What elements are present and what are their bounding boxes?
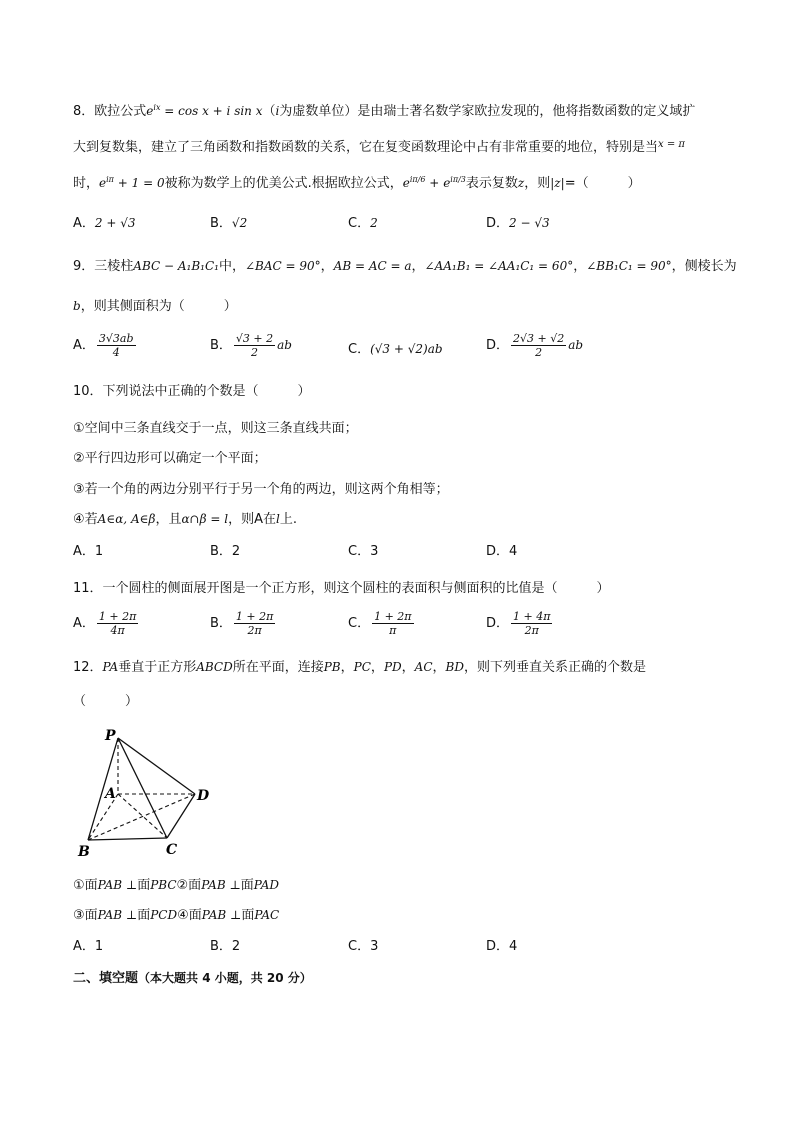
q12-option-b[interactable] bbox=[210, 935, 240, 954]
q8-z: z bbox=[517, 176, 525, 190]
q12-r1-text-2: 面 bbox=[137, 878, 151, 893]
label-a: A bbox=[105, 786, 116, 802]
q9-option-a-fraction bbox=[97, 332, 136, 359]
q12-r4-text: ④面 bbox=[177, 908, 202, 923]
q11-option-a[interactable] bbox=[73, 610, 140, 637]
q12-r3-math: PAB ⊥ bbox=[97, 908, 138, 922]
option-label: D． bbox=[486, 216, 510, 231]
label-c: C bbox=[166, 842, 178, 858]
q10-s4-math-1: A∈α, A∈β bbox=[97, 512, 156, 526]
option-value: (√3 + √2)ab bbox=[370, 342, 443, 356]
q8-x-eq-pi: x = π bbox=[658, 139, 685, 150]
q9-line2 bbox=[73, 295, 237, 314]
q8-answer-paren: =（ ） bbox=[564, 176, 641, 191]
q12-r2-text: ②面 bbox=[176, 878, 202, 893]
q11-option-a-fraction bbox=[97, 610, 138, 637]
q9-option-b[interactable] bbox=[210, 332, 292, 359]
q11-option-c-fraction bbox=[372, 610, 413, 637]
option-value: 2 + √3 bbox=[94, 216, 136, 230]
q11-option-c[interactable] bbox=[348, 610, 416, 637]
q9-prism: ABC − A₁B₁C₁ bbox=[133, 259, 219, 273]
q12-stem-text-2: 所在平面，连接 bbox=[232, 660, 324, 675]
fraction-denominator: 4 bbox=[112, 346, 120, 359]
option-label: B． bbox=[210, 338, 232, 353]
q12-r4-math-2: PAC bbox=[254, 908, 280, 922]
option-label: D． bbox=[486, 939, 510, 954]
q11-option-d-fraction bbox=[511, 610, 552, 637]
q9-option-d-fraction bbox=[511, 332, 566, 359]
q10-option-a[interactable] bbox=[73, 540, 103, 559]
q10-s4-text-3: ，则A在 bbox=[228, 512, 276, 527]
q12-r2-text-2: 面 bbox=[240, 878, 254, 893]
q8-euler-e: e bbox=[146, 104, 154, 118]
q9-option-c[interactable] bbox=[348, 338, 443, 357]
option-value: 3 bbox=[370, 544, 379, 559]
q10-option-d[interactable] bbox=[486, 540, 517, 559]
q9-stem-text-4: ，则其侧面积为（ ） bbox=[80, 299, 237, 314]
fraction-numerator: √3 + 2 bbox=[235, 332, 274, 345]
q12-pd: PD bbox=[383, 660, 402, 674]
q10-s4-text: ④若 bbox=[73, 512, 98, 527]
q8-abs-z: |z| bbox=[550, 176, 565, 190]
q12-comma: ， bbox=[340, 660, 354, 675]
section-2-heading bbox=[73, 967, 312, 986]
q12-bd: BD bbox=[445, 660, 464, 674]
q12-pb: PB bbox=[323, 660, 341, 674]
option-value: 2 bbox=[231, 544, 241, 559]
q8-option-a[interactable] bbox=[73, 212, 136, 231]
label-d: D bbox=[197, 788, 210, 804]
label-p: P bbox=[105, 728, 116, 744]
fraction-numerator: 2√3 + √2 bbox=[513, 332, 565, 345]
q8-euler-formula bbox=[146, 104, 262, 118]
section-2-note: （本大题共 4 小题，共 20 分） bbox=[138, 971, 312, 985]
option-label: C． bbox=[348, 342, 371, 357]
label-b: B bbox=[78, 844, 90, 860]
q12-pa: PA bbox=[102, 660, 119, 674]
option-label: B． bbox=[210, 544, 232, 559]
q12-pyramid-figure bbox=[75, 722, 220, 862]
q8-identity-exp: iπ bbox=[106, 175, 114, 184]
q12-comma-4: ， bbox=[432, 660, 446, 675]
q12-stem-text-3: ，则下列垂直关系正确的个数是 bbox=[463, 660, 646, 675]
q12-option-c[interactable] bbox=[348, 935, 378, 954]
fraction-numerator: 1 + 2π bbox=[374, 610, 412, 623]
q9-stem-text: 9．三棱柱 bbox=[73, 259, 134, 274]
option-label: B． bbox=[210, 939, 232, 954]
q8-line1 bbox=[73, 100, 695, 119]
q12-r2-math: PAB ⊥ bbox=[201, 878, 241, 892]
fraction-numerator: 1 + 2π bbox=[235, 610, 274, 623]
q9-line1 bbox=[73, 255, 737, 274]
option-label: C． bbox=[348, 544, 371, 559]
option-value: 2 − √3 bbox=[509, 216, 550, 230]
q12-relations-2 bbox=[73, 904, 279, 923]
edge-pd bbox=[118, 738, 195, 794]
q8-expr-exp2: iπ/3 bbox=[450, 175, 466, 184]
option-label: A． bbox=[73, 544, 95, 559]
q10-statement-4 bbox=[73, 508, 297, 527]
q12-r3-text-2: 面 bbox=[137, 908, 151, 923]
q12-r4-math: PAB ⊥ bbox=[201, 908, 242, 922]
option-value: 1 bbox=[94, 939, 104, 954]
q12-line1 bbox=[73, 656, 646, 675]
q12-pc: PC bbox=[353, 660, 371, 674]
option-value: 1 bbox=[94, 544, 104, 559]
q12-r3-math-2: PCD bbox=[150, 908, 178, 922]
q8-expr-plus: + bbox=[429, 176, 440, 190]
q12-r4-text-2: 面 bbox=[241, 908, 255, 923]
q8-stem-text-5: 被称为数学上的优美公式.根据欧拉公式， bbox=[164, 176, 403, 191]
q10-s4-text-2: ，且 bbox=[155, 512, 182, 527]
q9-angles-60: ∠AA₁B₁ = ∠AA₁C₁ = 60° bbox=[424, 259, 574, 273]
q12-option-d[interactable] bbox=[486, 935, 517, 954]
option-label: B． bbox=[210, 616, 232, 631]
q12-comma-3: ， bbox=[401, 660, 415, 675]
q8-option-d[interactable] bbox=[486, 212, 550, 231]
q8-stem-text-2: 为虚数单位）是由瑞士著名数学家欧拉发现的，他将指数函数的定义域扩 bbox=[279, 104, 696, 119]
option-label: A． bbox=[73, 616, 95, 631]
q8-expr-e2: e bbox=[443, 176, 451, 190]
q10-statement-3: ③若一个角的两边分别平行于另一个角的两边，则这两个角相等； bbox=[73, 482, 449, 497]
q12-r3-text: ③面 bbox=[73, 908, 98, 923]
q11-option-d[interactable] bbox=[486, 610, 554, 637]
q9-comma: ， bbox=[320, 259, 334, 274]
q12-option-a[interactable] bbox=[73, 935, 103, 954]
q12-abcd: ABCD bbox=[196, 660, 233, 674]
option-value: 3 bbox=[370, 939, 379, 954]
q8-i: i bbox=[275, 104, 280, 118]
q8-expr-exp1: iπ/6 bbox=[409, 175, 426, 184]
q8-identity-rest: + 1 = 0 bbox=[117, 176, 165, 190]
q10-s4-math-2: α∩β = l bbox=[181, 512, 229, 526]
q10-s4-math-3: l bbox=[275, 512, 280, 526]
q8-stem-text-6: 表示复数 bbox=[465, 176, 518, 191]
q11-stem: 11．一个圆柱的侧面展开图是一个正方形，则这个圆柱的表面积与侧面积的比值是（ ） bbox=[73, 581, 610, 596]
q10-statement-2: ②平行四边形可以确定一个平面； bbox=[73, 451, 267, 466]
q12-ac: AC bbox=[414, 660, 433, 674]
q8-option-b[interactable] bbox=[210, 212, 247, 231]
fraction-numerator: 1 + 4π bbox=[513, 610, 551, 623]
edge-pc bbox=[118, 738, 167, 838]
q9-stem-text-2: 中， bbox=[218, 259, 245, 274]
q8-identity-e: e bbox=[99, 176, 107, 190]
q8-identity bbox=[99, 176, 165, 190]
q8-expr-e1: e bbox=[402, 176, 410, 190]
fraction-numerator: 1 + 2π bbox=[98, 610, 137, 623]
option-value: 4 bbox=[509, 544, 518, 559]
option-value: 4 bbox=[509, 939, 518, 954]
option-label: A． bbox=[73, 216, 95, 231]
q11-option-b-fraction bbox=[234, 610, 275, 637]
fraction-numerator: 3√3ab bbox=[98, 332, 134, 345]
option-value: 2 bbox=[370, 216, 378, 230]
q9-comma-3: ， bbox=[573, 259, 587, 274]
option-label: A． bbox=[73, 939, 95, 954]
option-label: A． bbox=[73, 338, 95, 353]
q12-comma-2: ， bbox=[370, 660, 384, 675]
q9-option-a[interactable] bbox=[73, 332, 138, 359]
q8-stem-text-7: ，则 bbox=[524, 176, 551, 191]
q12-number: 12． bbox=[73, 660, 103, 675]
q10-statement-1: ①空间中三条直线交于一点，则这三条直线共面； bbox=[73, 421, 358, 436]
q9-option-d[interactable] bbox=[486, 332, 583, 359]
q11-option-b[interactable] bbox=[210, 610, 277, 637]
q8-paren: （ bbox=[262, 104, 276, 119]
fraction-denominator: 2 bbox=[535, 346, 543, 359]
section-2-title: 二、填空题 bbox=[73, 971, 139, 986]
option-label: C． bbox=[348, 216, 371, 231]
q9-option-b-fraction bbox=[234, 332, 275, 359]
q8-line2 bbox=[73, 136, 685, 155]
q8-line3 bbox=[73, 172, 641, 191]
option-tail: ab bbox=[568, 338, 584, 352]
fraction-denominator: 2π bbox=[247, 624, 262, 637]
q8-stem-text: 8．欧拉公式 bbox=[73, 104, 147, 119]
option-label: D． bbox=[486, 616, 510, 631]
q8-option-c[interactable] bbox=[348, 212, 378, 231]
q10-s4-text-4: 上. bbox=[279, 512, 297, 527]
edge-bc bbox=[88, 838, 167, 840]
q8-expression bbox=[403, 176, 466, 190]
option-tail: ab bbox=[277, 338, 292, 352]
q9-ab-ac: AB = AC = a bbox=[333, 259, 412, 273]
option-label: D． bbox=[486, 544, 510, 559]
q12-r1-math: PAB ⊥ bbox=[97, 878, 138, 892]
q10-option-c[interactable] bbox=[348, 540, 378, 559]
option-label: C． bbox=[348, 939, 371, 954]
q10-stem: 10．下列说法中正确的个数是（ ） bbox=[73, 384, 311, 399]
q12-answer-paren: （ ） bbox=[73, 694, 139, 709]
fraction-denominator: π bbox=[389, 624, 397, 637]
option-label: D． bbox=[486, 338, 510, 353]
option-value: 2 bbox=[231, 939, 241, 954]
q8-euler-rhs: = cos x + i sin x bbox=[164, 104, 263, 118]
q12-r1-math-2: PBC bbox=[150, 878, 177, 892]
q10-option-b[interactable] bbox=[210, 540, 240, 559]
fraction-denominator: 2π bbox=[524, 624, 539, 637]
fraction-denominator: 4π bbox=[110, 624, 125, 637]
q12-stem-text: 垂直于正方形 bbox=[118, 660, 197, 675]
q12-relations-1 bbox=[73, 874, 279, 893]
q12-r1-text: ①面 bbox=[73, 878, 98, 893]
q8-stem-text-3: 大到复数集，建立了三角函数和指数函数的关系，它在复变函数理论中占有非常重要的地位，特别是当 bbox=[73, 140, 659, 155]
q8-euler-exp: ix bbox=[153, 103, 161, 112]
q9-angle-bac: ∠BAC = 90° bbox=[244, 259, 321, 273]
q12-r2-math-2: PAD bbox=[253, 878, 280, 892]
option-value: √2 bbox=[231, 216, 248, 230]
option-label: C． bbox=[348, 616, 371, 631]
q8-stem-text-4: 时， bbox=[73, 176, 100, 191]
q9-b: b bbox=[73, 299, 81, 313]
q9-comma-2: ， bbox=[411, 259, 425, 274]
option-label: B． bbox=[210, 216, 232, 231]
q9-stem-text-3: ，侧棱长为 bbox=[671, 259, 737, 274]
fraction-denominator: 2 bbox=[251, 346, 259, 359]
q9-angle-bb1c1: ∠BB₁C₁ = 90° bbox=[586, 259, 672, 273]
